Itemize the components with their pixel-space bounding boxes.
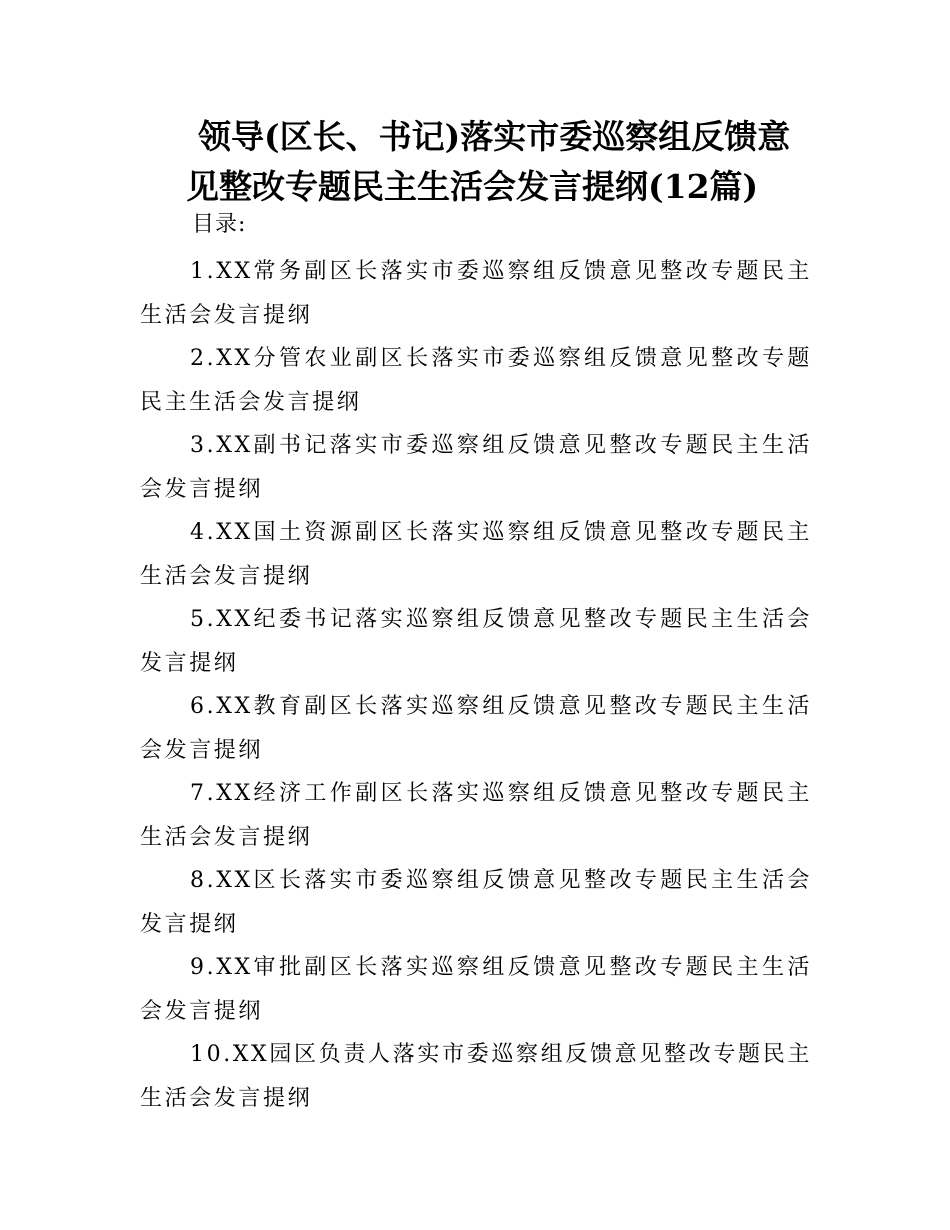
toc-item-7: 7.XX经济工作副区长落实巡察组反馈意见整改专题民主生活会发言提纲 [140,781,812,850]
toc-item-10: 10.XX园区负责人落实市委巡察组反馈意见整改专题民主生活会发言提纲 [140,1042,812,1111]
toc-label: 目录: [192,212,247,237]
toc-item-6: 6.XX教育副区长落实巡察组反馈意见整改专题民主生活会发言提纲 [140,694,812,763]
title-line-1: 领导(区长、书记)落实市委巡察组反馈意 [198,117,791,156]
toc-item-3: 3.XX副书记落实市委巡察组反馈意见整改专题民主生活会发言提纲 [140,433,812,502]
title-line-2: 见整改专题民主生活会发言提纲(12篇) [186,167,759,206]
toc-item-9: 9.XX审批副区长落实巡察组反馈意见整改专题民主生活会发言提纲 [140,955,812,1024]
toc-item-2: 2.XX分管农业副区长落实市委巡察组反馈意见整改专题民主生活会发言提纲 [140,346,812,415]
toc-item-4: 4.XX国土资源副区长落实巡察组反馈意见整改专题民主生活会发言提纲 [140,520,812,589]
toc-item-1: 1.XX常务副区长落实市委巡察组反馈意见整改专题民主生活会发言提纲 [140,259,812,328]
toc-item-8: 8.XX区长落实市委巡察组反馈意见整改专题民主生活会发言提纲 [140,868,812,937]
toc-item-5: 5.XX纪委书记落实巡察组反馈意见整改专题民主生活会发言提纲 [140,607,812,676]
document-title [140,112,820,212]
table-of-contents [140,250,812,1120]
